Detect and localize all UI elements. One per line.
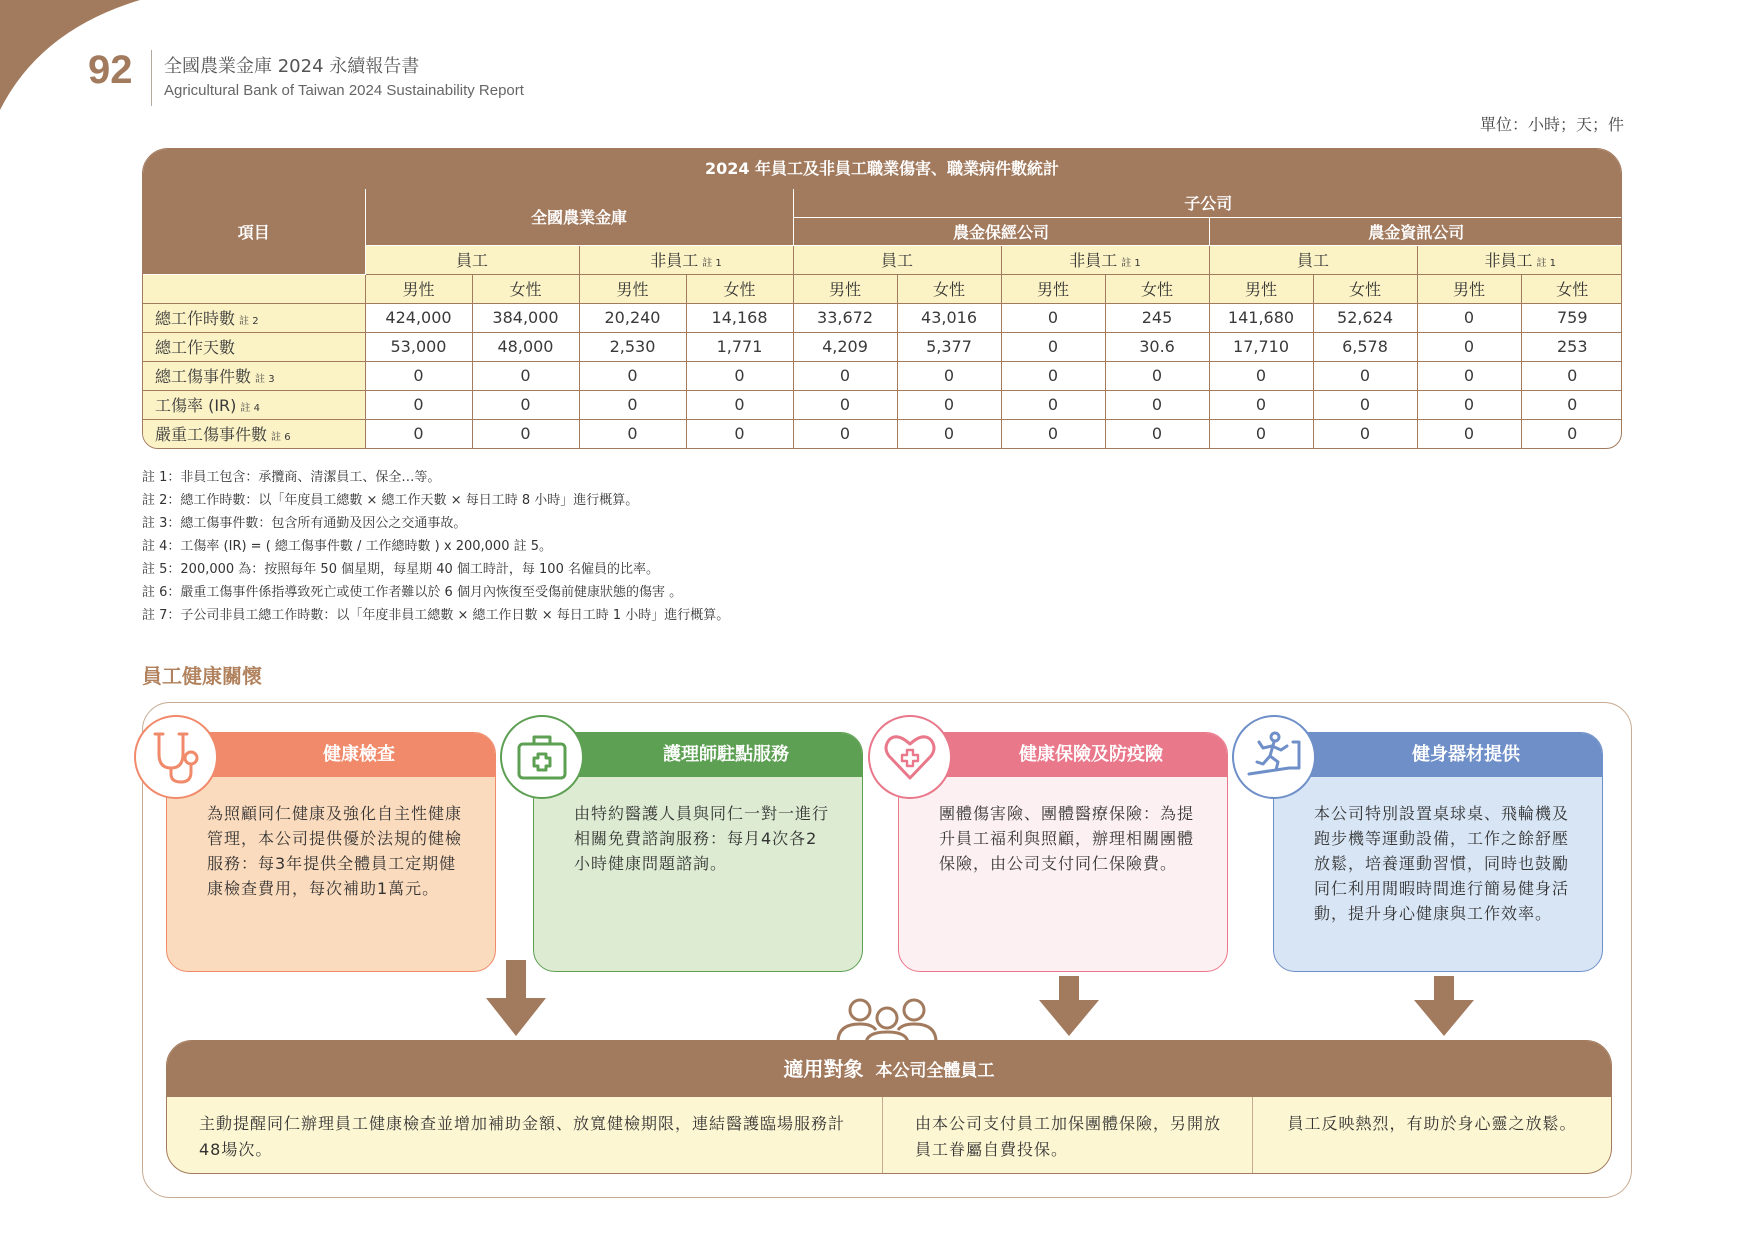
male-header: 男性 (365, 274, 472, 303)
heart-cross-icon (868, 715, 952, 799)
male-header: 男性 (579, 274, 686, 303)
table-cell: 0 (1001, 303, 1105, 332)
table-row (143, 419, 1622, 448)
table-cell: 14,168 (686, 303, 793, 332)
page-number: 92 (88, 48, 133, 92)
stethoscope-icon (134, 715, 218, 799)
down-arrow-icon (1414, 976, 1474, 1036)
table-cell: 53,000 (365, 332, 472, 361)
table-cell: 0 (897, 390, 1001, 419)
row-label: 總工作時數 註 2 (143, 303, 365, 332)
table-cell: 30.6 (1105, 332, 1209, 361)
report-subtitle: Agricultural Bank of Taiwan 2024 Sustainability Report (164, 82, 524, 99)
male-header: 男性 (1209, 274, 1313, 303)
table-cell: 0 (897, 361, 1001, 390)
target-audience-box (166, 1040, 1612, 1174)
table-cell: 20,240 (579, 303, 686, 332)
card-fitness (1273, 732, 1603, 972)
female-header: 女性 (1521, 274, 1622, 303)
table-cell: 0 (1313, 419, 1417, 448)
table-cell: 0 (686, 419, 793, 448)
table-cell: 0 (1313, 390, 1417, 419)
sub-a-header: 農金保經公司 (793, 217, 1209, 245)
table-cell: 0 (1001, 361, 1105, 390)
card-title: 健康檢查 (167, 733, 495, 777)
card-title: 護理師駐點服務 (534, 733, 862, 777)
note-line: 註 2：總工作時數：以「年度員工總數 × 總工作天數 × 每日工時 8 小時」進行概算。 (142, 493, 639, 508)
down-arrow-icon (486, 960, 546, 1036)
table-cell: 33,672 (793, 303, 897, 332)
table-cell: 0 (793, 390, 897, 419)
table-cell: 43,016 (897, 303, 1001, 332)
table-cell: 424,000 (365, 303, 472, 332)
card-title: 健康保險及防疫險 (899, 733, 1227, 777)
female-header: 女性 (472, 274, 579, 303)
note-line: 註 5：200,000 為：按照每年 50 個星期，每星期 40 個工時計，每 100 名僱員的比率。 (142, 562, 659, 577)
table-cell: 6,578 (1313, 332, 1417, 361)
table-cell: 0 (1417, 332, 1521, 361)
table-cell: 0 (1105, 390, 1209, 419)
non-employee-header: 非員工 註 1 (1001, 245, 1209, 274)
row-label: 嚴重工傷事件數 註 6 (143, 419, 365, 448)
target-col: 主動提醒同仁辦理員工健康檢查並增加補助金額、放寬健檢期限，連結醫護臨場服務計48場次。 (167, 1097, 883, 1174)
note-line: 註 1：非員工包含：承攬商、清潔員工、保全…等。 (142, 470, 441, 485)
section-title: 員工健康關懷 (142, 664, 262, 688)
male-header: 男性 (1001, 274, 1105, 303)
table-cell: 1,771 (686, 332, 793, 361)
employee-header: 員工 (1209, 245, 1417, 274)
card-body: 團體傷害險、團體醫療保險：為提升員工福利與照顧，辦理相關團體保險，由公司支付同仁保險費。 (939, 804, 1195, 873)
card-body: 由特約醫護人員與同仁一對一進行相關免費諮詢服務：每月4次各2小時健康問題諮詢。 (574, 804, 830, 873)
table-cell: 0 (1521, 419, 1622, 448)
male-header: 男性 (793, 274, 897, 303)
table-cell: 17,710 (1209, 332, 1313, 361)
table-cell: 0 (1521, 361, 1622, 390)
table-cell: 253 (1521, 332, 1622, 361)
table-cell: 2,530 (579, 332, 686, 361)
card-body: 本公司特別設置桌球桌、飛輪機及跑步機等運動設備，工作之餘舒壓放鬆，培養運動習慣，同時也鼓勵同仁利用閒暇時間進行簡易健身活動，提升身心健康與工作效率。 (1314, 804, 1570, 923)
table-cell: 0 (1417, 419, 1521, 448)
table-cell: 245 (1105, 303, 1209, 332)
table-cell: 0 (365, 390, 472, 419)
non-employee-header: 非員工 註 1 (579, 245, 793, 274)
employee-header: 員工 (365, 245, 579, 274)
table-row (143, 332, 1622, 361)
note-line: 註 4：工傷率 (IR) = ( 總工傷事件數 / 工作總時數 ) x 200,000 註 5。 (142, 539, 553, 554)
table-cell: 0 (365, 361, 472, 390)
table-cell: 0 (472, 390, 579, 419)
footnote-mark: 註 6 (271, 432, 291, 444)
footnote-mark: 註 4 (240, 403, 260, 414)
item-header: 項目 (143, 189, 365, 274)
table-notes (142, 466, 729, 627)
table-cell: 0 (472, 419, 579, 448)
table-row (143, 390, 1622, 419)
target-col: 員工反映熱烈，有助於身心靈之放鬆。 (1287, 1114, 1577, 1133)
table-cell: 0 (472, 361, 579, 390)
table-cell: 0 (686, 361, 793, 390)
table-cell: 0 (686, 390, 793, 419)
table-cell: 0 (1313, 361, 1417, 390)
table-cell: 0 (1001, 390, 1105, 419)
treadmill-icon (1232, 715, 1316, 799)
report-title: 全國農業金庫 2024 永續報告書 (164, 56, 420, 77)
table-cell: 759 (1521, 303, 1622, 332)
table-cell: 0 (897, 419, 1001, 448)
table-cell: 141,680 (1209, 303, 1313, 332)
table-cell: 0 (1105, 419, 1209, 448)
org-main-header: 全國農業金庫 (365, 189, 793, 245)
table-cell: 0 (365, 419, 472, 448)
subsidiary-header: 子公司 (793, 189, 1622, 217)
down-arrow-icon (1039, 976, 1099, 1036)
row-label: 總工作天數 (143, 332, 365, 361)
female-header: 女性 (897, 274, 1001, 303)
note-line: 註 6：嚴重工傷事件係指導致死亡或使工作者難以於 6 個月內恢復至受傷前健康狀態的傷害 。 (142, 585, 683, 600)
male-header: 男性 (1417, 274, 1521, 303)
target-col: 由本公司支付員工加保團體保險，另開放員工眷屬自費投保。 (883, 1097, 1253, 1174)
target-value: 本公司全體員工 (875, 1061, 995, 1081)
injury-statistics-table (142, 148, 1622, 449)
people-icon (832, 996, 942, 1044)
unit-label: 單位：小時；天；件 (1479, 115, 1624, 134)
table-cell: 0 (579, 390, 686, 419)
employee-header: 員工 (793, 245, 1001, 274)
table-cell: 0 (1521, 390, 1622, 419)
row-label: 工傷率 (IR) 註 4 (143, 390, 365, 419)
table-cell: 4,209 (793, 332, 897, 361)
table-cell: 0 (1417, 303, 1521, 332)
table-title: 2024 年員工及非員工職業傷害、職業病件數統計 (143, 149, 1621, 189)
table-cell: 0 (1105, 361, 1209, 390)
table-cell: 0 (579, 361, 686, 390)
female-header: 女性 (1313, 274, 1417, 303)
header-divider (151, 50, 152, 106)
female-header: 女性 (1105, 274, 1209, 303)
non-employee-header: 非員工 註 1 (1417, 245, 1622, 274)
table-cell: 48,000 (472, 332, 579, 361)
note-line: 註 3：總工傷事件數：包含所有通勤及因公之交通事故。 (142, 516, 467, 531)
table-cell: 52,624 (1313, 303, 1417, 332)
table-cell: 0 (1001, 332, 1105, 361)
table-cell: 0 (1209, 361, 1313, 390)
table-cell: 0 (1209, 390, 1313, 419)
female-header: 女性 (686, 274, 793, 303)
card-body: 為照顧同仁健康及強化自主性健康管理，本公司提供優於法規的健檢服務：每3年提供全體員工定期健康檢查費用，每次補助1萬元。 (207, 804, 463, 898)
card-title: 健身器材提供 (1274, 733, 1602, 777)
table-cell: 0 (793, 361, 897, 390)
medical-kit-icon (500, 715, 584, 799)
table-cell: 0 (1417, 361, 1521, 390)
table-cell: 0 (1209, 419, 1313, 448)
footnote-mark: 註 2 (239, 316, 259, 327)
table-row (143, 361, 1622, 390)
table-cell: 0 (1001, 419, 1105, 448)
table-row (143, 303, 1622, 332)
note-line: 註 7：子公司非員工總工作時數：以「年度非員工總數 × 總工作日數 × 每日工時 1 小時」進行概算。 (142, 608, 730, 623)
footnote-mark: 註 3 (255, 374, 275, 385)
table-cell: 384,000 (472, 303, 579, 332)
table-cell: 0 (793, 419, 897, 448)
table-cell: 0 (1417, 390, 1521, 419)
row-label: 總工傷事件數 註 3 (143, 361, 365, 390)
target-label: 適用對象 (783, 1057, 864, 1081)
gender-header-blank (143, 274, 365, 303)
target-header (167, 1041, 1611, 1097)
table-cell: 0 (579, 419, 686, 448)
sub-b-header: 農金資訊公司 (1209, 217, 1622, 245)
table-cell: 5,377 (897, 332, 1001, 361)
